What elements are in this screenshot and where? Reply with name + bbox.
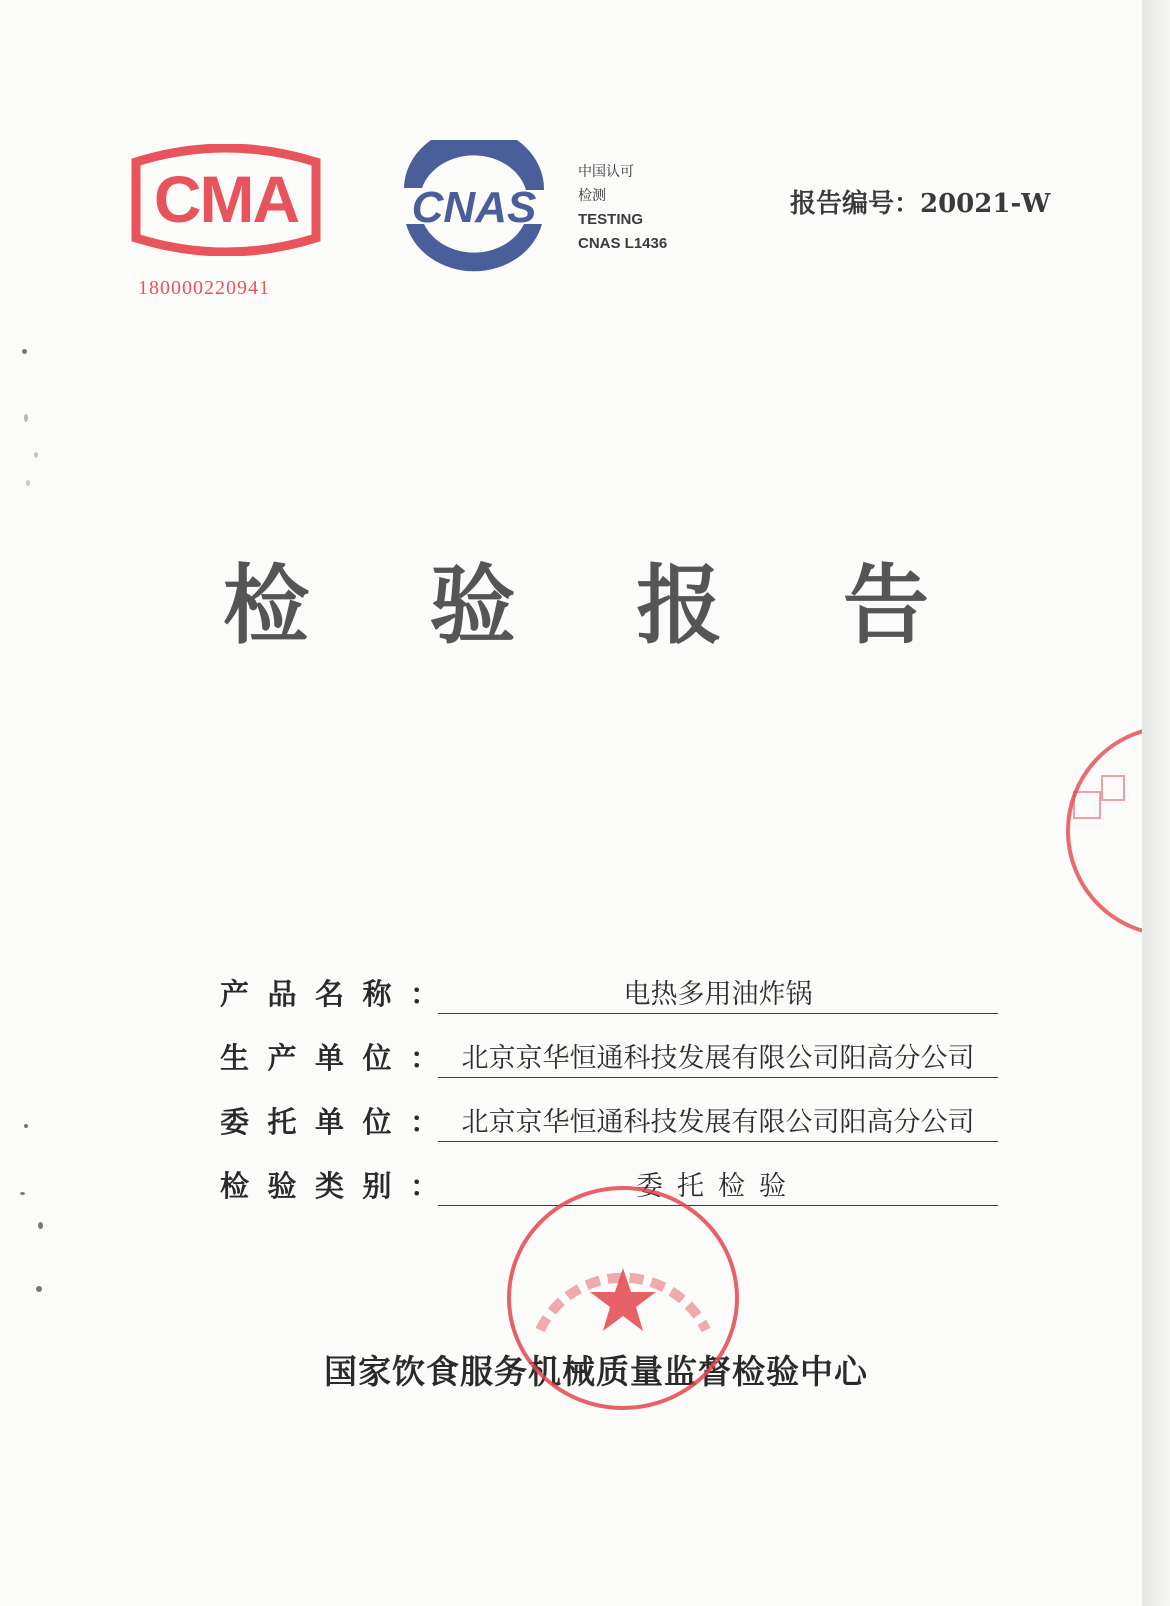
field-label: 检 验 类 别 ：: [220, 1169, 440, 1203]
cnas-label-cn2: 检测: [578, 188, 606, 204]
official-seal-stamp: [500, 1180, 746, 1416]
field-label: 生 产 单 位 ：: [220, 1041, 440, 1075]
field-label: 产 品 名 称 ：: [220, 977, 440, 1011]
title-char: 告: [842, 556, 929, 656]
cma-logo: [128, 144, 324, 256]
cnas-label-cn1: 中国认可: [578, 164, 634, 180]
title-char: 报: [636, 556, 723, 656]
cnas-logo-text: CNAS: [411, 183, 537, 232]
field-row-product-name: [220, 972, 1010, 1036]
field-value-product-name: 电热多用油炸锅: [438, 972, 998, 1014]
field-row-client: [220, 1100, 1010, 1164]
field-value-manufacturer: 北京京华恒通科技发展有限公司阳高分公司: [438, 1036, 998, 1078]
cnas-logo: [386, 140, 562, 272]
cma-logo-text: CMA: [153, 162, 299, 236]
cnas-label-en2: CNAS L1436: [578, 235, 668, 252]
field-row-manufacturer: [220, 1036, 1010, 1100]
title-char: 检: [223, 556, 309, 656]
report-number: 报告编号：20021-W: [790, 189, 1051, 219]
title-char: 验: [429, 556, 516, 656]
field-value-client: 北京京华恒通科技发展有限公司阳高分公司: [438, 1100, 998, 1142]
cnas-accreditation-text: [578, 160, 667, 256]
cma-certificate-number: 180000220941: [138, 277, 270, 299]
page-title: [216, 536, 936, 660]
issuing-organization: 国家饮食服务机械质量监督检验中心: [324, 1352, 868, 1391]
cnas-label-en1: TESTING: [578, 211, 644, 228]
field-label: 委 托 单 位 ：: [220, 1105, 440, 1139]
edge-seal-stamp: [1064, 724, 1144, 938]
field-value-inspection-type: 委托检验: [438, 1164, 998, 1206]
page-edge: [1142, 0, 1170, 1606]
